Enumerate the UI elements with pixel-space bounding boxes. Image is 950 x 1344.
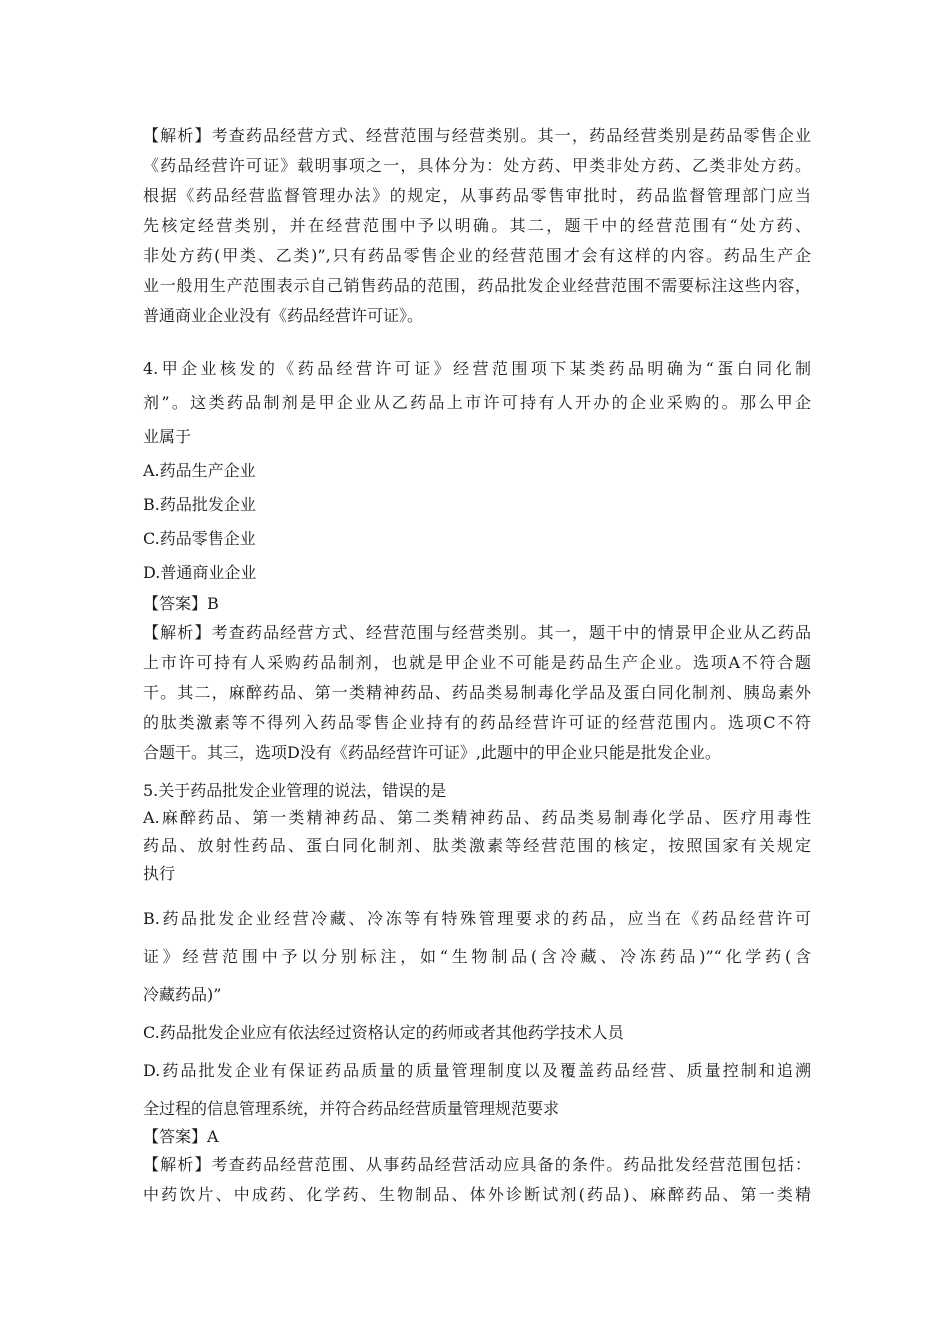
option-b: B.药品批发企业经营冷藏、冷冻等有特殊管理要求的药品，应当在《药品经营许可 [143,909,811,928]
answer-label: 【答案】A [143,1127,219,1146]
option-d: D.药品批发企业有保证药品质量的质量管理制度以及覆盖药品经营、质量控制和追溯 [143,1061,811,1080]
option-c: C.药品零售企业 [143,529,256,548]
analysis-line: 中药饮片、中成药、化学药、生物制品、体外诊断试剂(药品)、麻醉药品、第一类精 [143,1185,811,1204]
question-stem-line: 4.甲企业核发的《药品经营许可证》经营范围项下某类药品明确为“蛋白同化制 [143,359,811,378]
analysis-line: 上市许可持有人采购药品制剂，也就是甲企业不可能是药品生产企业。选项A不符合题 [143,653,811,672]
option-d: 全过程的信息管理系统，并符合药品经营质量管理规范要求 [143,1099,560,1118]
analysis-line: 【解析】考查药品经营范围、从事药品经营活动应具备的条件。药品批发经营范围包括： [143,1155,811,1174]
option-a: A.麻醉药品、第一类精神药品、第二类精神药品、药品类易制毒化学品、医疗用毒性 [143,808,811,827]
previous-analysis [143,121,811,331]
question-4 [143,352,811,768]
analysis-line: 普通商业企业没有《药品经营许可证》。 [143,306,424,325]
option-d: D.普通商业企业 [143,563,257,582]
option-b: 证》经营范围中予以分别标注，如“生物制品(含冷藏、冷冻药品)”“化学药(含 [143,947,811,966]
option-a: 药品、放射性药品、蛋白同化制剂、肽类激素等经营范围的核定，按照国家有关规定 [143,836,811,855]
option-a: A.药品生产企业 [143,461,256,480]
option-b: B.药品批发企业 [143,495,256,514]
analysis-line: 先核定经营类别，并在经营范围中予以明确。其二，题干中的经营范围有“处方药、 [143,216,811,235]
option-b: 冷藏药品)” [143,985,222,1004]
question-stem-line: 5.关于药品批发企业管理的说法，错误的是 [143,781,447,800]
analysis-line: 干。其二，麻醉药品、第一类精神药品、药品类易制毒化学品及蛋白同化制剂、胰岛素外 [143,683,811,702]
analysis-line: 根据《药品经营监督管理办法》的规定，从事药品零售审批时，药品监督管理部门应当 [143,186,811,205]
analysis-line: 非处方药(甲类、乙类)”,只有药品零售企业的经营范围才会有这样的内容。药品生产企 [143,246,811,265]
analysis-line: 《药品经营许可证》载明事项之一，具体分为：处方药、甲类非处方药、乙类非处方药。 [143,156,811,175]
question-stem-line: 剂”。这类药品制剂是甲企业从乙药品上市许可持有人开办的企业采购的。那么甲企 [143,393,811,412]
analysis-line: 【解析】考查药品经营方式、经营范围与经营类别。其一，题干中的情景甲企业从乙药品 [143,623,811,642]
option-c: C.药品批发企业应有依法经过资格认定的药师或者其他药学技术人员 [143,1023,624,1042]
answer-label: 【答案】B [143,594,219,613]
option-a: 执行 [143,864,176,883]
analysis-line: 【解析】考查药品经营方式、经营范围与经营类别。其一，药品经营类别是药品零售企业 [143,126,811,145]
question-stem-line: 业属于 [143,427,192,446]
analysis-line: 合题干。其三，选项D没有《药品经营许可证》,此题中的甲企业只能是批发企业。 [143,743,721,762]
analysis-line: 的肽类激素等不得列入药品零售企业持有的药品经营许可证的经营范围内。选项C不符 [143,713,811,732]
question-5 [143,778,811,1210]
analysis-line: 业一般用生产范围表示自己销售药品的范围，药品批发企业经营范围不需要标注这些内容， [143,276,811,295]
